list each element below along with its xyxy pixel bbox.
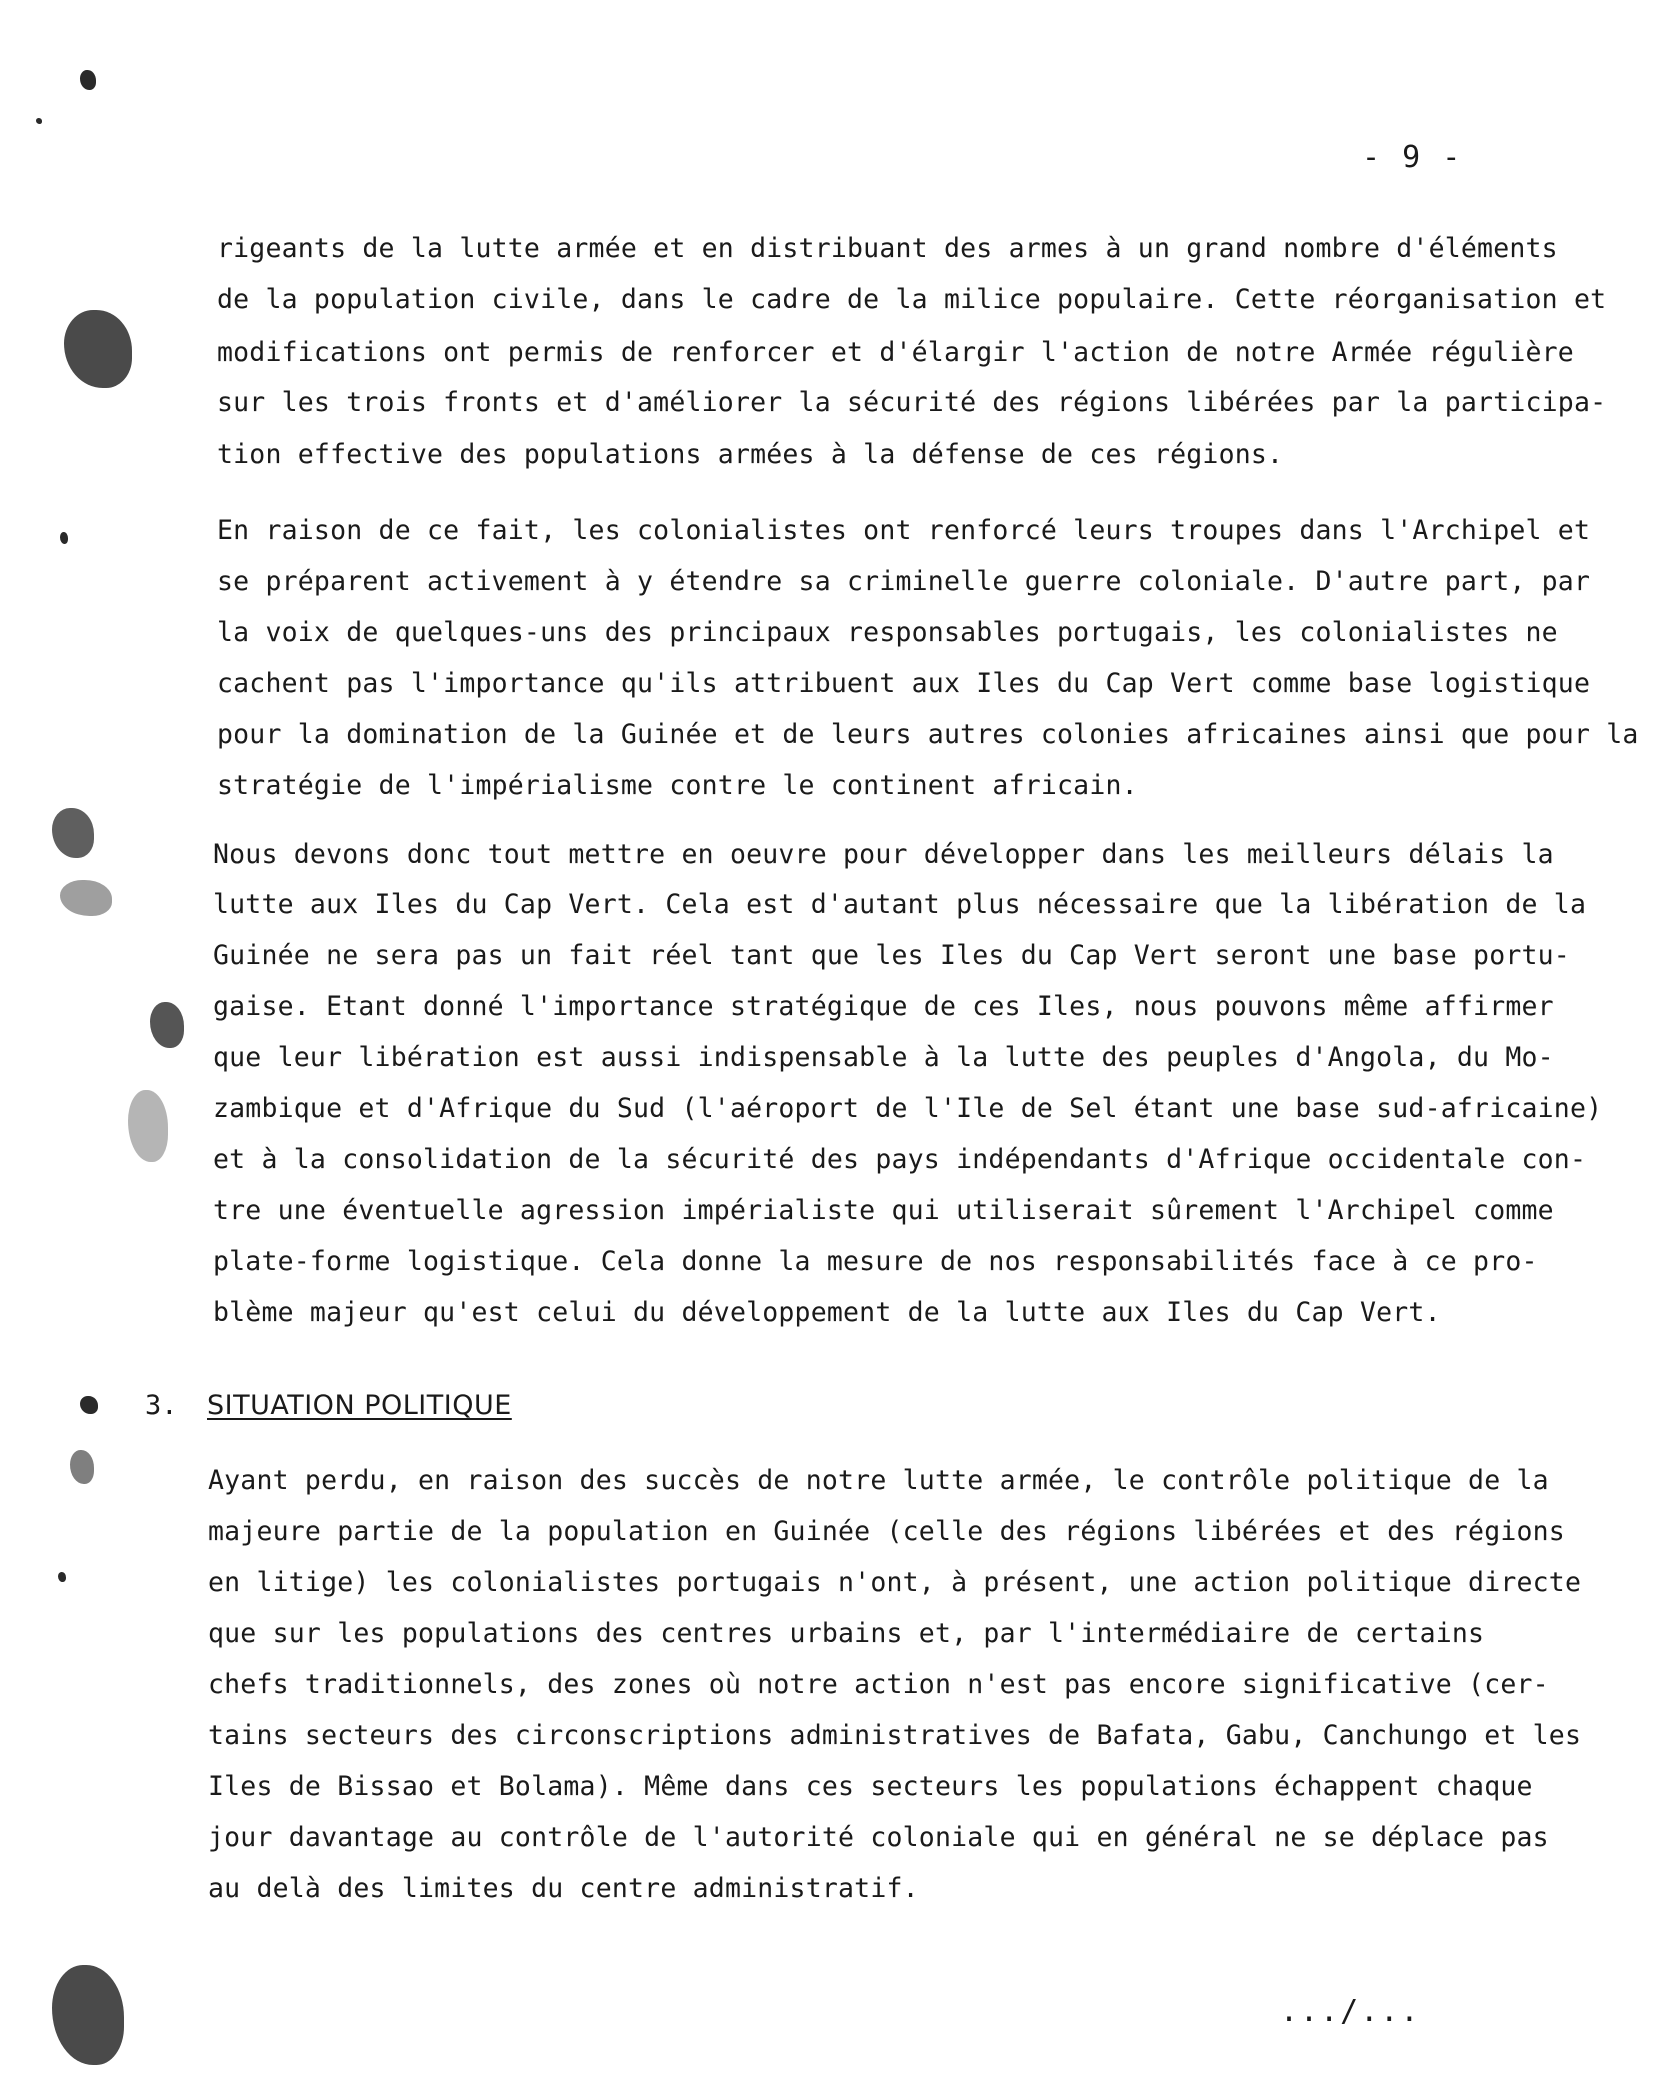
text-line: au delà des limites du centre administratif.: [208, 1873, 919, 1904]
section-title: SITUATION POLITIQUE: [207, 1390, 512, 1421]
text-line: Nous devons donc tout mettre en oeuvre pour développer dans les meilleurs délais la: [213, 839, 1554, 870]
section-number: 3.: [145, 1390, 178, 1421]
scan-speck: [52, 808, 94, 858]
scan-speck: [150, 1002, 184, 1048]
text-line: Iles de Bissao et Bolama). Même dans ces secteurs les populations échappent chaque: [208, 1771, 1533, 1802]
text-line: blème majeur qu'est celui du développement de la lutte aux Iles du Cap Vert.: [213, 1297, 1441, 1328]
text-line: stratégie de l'impérialisme contre le continent africain.: [217, 770, 1138, 801]
text-line: lutte aux Iles du Cap Vert. Cela est d'autant plus nécessaire que la libération de la: [213, 889, 1587, 920]
text-line: rigeants de la lutte armée et en distribuant des armes à un grand nombre d'éléments: [217, 233, 1558, 264]
text-line: pour la domination de la Guinée et de leurs autres colonies africaines ainsi que pour la: [217, 719, 1639, 750]
text-line: majeure partie de la population en Guinée (celle des régions libérées et des régions: [208, 1516, 1565, 1547]
page-number: - 9 -: [1362, 140, 1463, 175]
scan-speck: [70, 1450, 94, 1484]
scan-speck: [58, 1572, 66, 1582]
text-line: modifications ont permis de renforcer et d'élargir l'action de notre Armée régulière: [217, 337, 1574, 368]
text-line: sur les trois fronts et d'améliorer la sécurité des régions libérées par la participa-: [217, 387, 1607, 418]
text-line: tains secteurs des circonscriptions administratives de Bafata, Gabu, Canchungo et les: [208, 1720, 1582, 1751]
scan-speck: [60, 532, 68, 544]
text-line: Ayant perdu, en raison des succès de notre lutte armée, le contrôle politique de la: [208, 1465, 1549, 1496]
text-line: tion effective des populations armées à la défense de ces régions.: [217, 439, 1284, 470]
text-line: cachent pas l'importance qu'ils attribuent aux Iles du Cap Vert comme base logistique: [217, 668, 1591, 699]
scan-speck: [36, 118, 42, 124]
continuation-mark: .../...: [1280, 1994, 1421, 2029]
scan-speck: [60, 880, 112, 916]
text-line: en litige) les colonialistes portugais n'ont, à présent, une action politique directe: [208, 1567, 1582, 1598]
text-line: jour davantage au contrôle de l'autorité coloniale qui en général ne se déplace pas: [208, 1822, 1549, 1853]
text-line: et à la consolidation de la sécurité des pays indépendants d'Afrique occidentale con-: [213, 1144, 1587, 1175]
text-line: tre une éventuelle agression impérialiste qui utiliserait sûrement l'Archipel comme: [213, 1195, 1554, 1226]
scan-speck: [64, 310, 132, 388]
text-line: se préparent activement à y étendre sa criminelle guerre coloniale. D'autre part, par: [217, 566, 1591, 597]
text-line: En raison de ce fait, les colonialistes ont renforcé leurs troupes dans l'Archipel et: [217, 515, 1591, 546]
scan-speck: [80, 1396, 98, 1414]
text-line: gaise. Etant donné l'importance stratégique de ces Iles, nous pouvons même affirmer: [213, 991, 1554, 1022]
scan-speck: [52, 1965, 124, 2065]
text-line: zambique et d'Afrique du Sud (l'aéroport de l'Ile de Sel étant une base sud-africaine): [213, 1093, 1603, 1124]
section-heading: [145, 1390, 512, 1421]
text-line: la voix de quelques-uns des principaux responsables portugais, les colonialistes ne: [217, 617, 1558, 648]
text-line: Guinée ne sera pas un fait réel tant que les Iles du Cap Vert seront une base portu-: [213, 940, 1570, 971]
text-line: que sur les populations des centres urbains et, par l'intermédiaire de certains: [208, 1618, 1485, 1649]
text-line: de la population civile, dans le cadre de la milice populaire. Cette réorganisation et: [217, 284, 1607, 315]
text-line: que leur libération est aussi indispensable à la lutte des peuples d'Angola, du Mo-: [213, 1042, 1554, 1073]
scan-speck: [128, 1090, 168, 1162]
text-line: chefs traditionnels, des zones où notre action n'est pas encore significative (cer-: [208, 1669, 1549, 1700]
text-line: plate-forme logistique. Cela donne la mesure de nos responsabilités face à ce pro-: [213, 1246, 1538, 1277]
scan-speck: [80, 70, 96, 90]
